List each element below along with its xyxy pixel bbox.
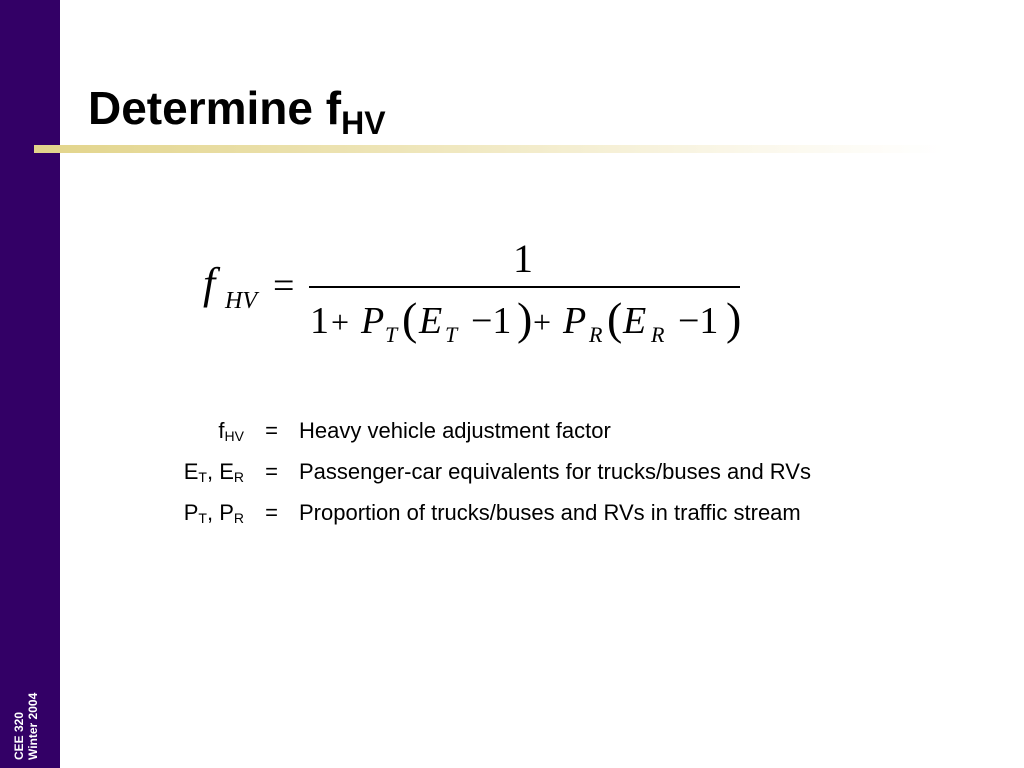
course-term: Winter 2004 bbox=[26, 692, 40, 760]
definition-row bbox=[130, 500, 811, 541]
symbol-subscript: T bbox=[198, 510, 207, 526]
definition-symbol bbox=[130, 418, 244, 444]
formula-svg bbox=[195, 230, 765, 350]
denom-one: 1 bbox=[310, 300, 329, 342]
denom-PT: P bbox=[361, 300, 385, 342]
denom-lparen-2: ( bbox=[607, 293, 623, 344]
denom-ER: E bbox=[623, 300, 647, 342]
symbol-subscript: R bbox=[233, 510, 244, 526]
definition-row bbox=[130, 418, 811, 459]
definition-row bbox=[130, 459, 811, 500]
symbol-subscript: R bbox=[233, 469, 244, 485]
denom-PR-sub: R bbox=[589, 322, 603, 347]
denom-ET: E bbox=[419, 300, 443, 342]
symbol-base: E bbox=[183, 459, 199, 484]
denom-plus-1: + bbox=[331, 304, 350, 340]
definition-symbol bbox=[130, 459, 244, 485]
denom-PT-sub: T bbox=[385, 322, 398, 347]
definition-equals: = bbox=[265, 418, 278, 443]
title-subscript: HV bbox=[341, 105, 386, 141]
denom-plus-2: + bbox=[533, 304, 552, 340]
definition-symbol bbox=[130, 500, 244, 526]
course-label bbox=[12, 680, 52, 760]
course-code: CEE 320 bbox=[12, 711, 26, 760]
symbol-base: , P bbox=[206, 500, 234, 525]
symbol-base: P bbox=[183, 500, 199, 525]
definition-text: Heavy vehicle adjustment factor bbox=[299, 418, 611, 443]
denom-ET-sub: T bbox=[445, 322, 458, 347]
denom-minus-one-2: −1 bbox=[678, 300, 719, 342]
symbol-subscript: HV bbox=[224, 428, 244, 444]
symbol-base: f bbox=[218, 418, 225, 443]
denom-PR: P bbox=[563, 300, 587, 342]
definitions-list bbox=[130, 418, 811, 541]
denom-ER-sub: R bbox=[651, 322, 665, 347]
denom-rparen-2: ) bbox=[726, 293, 742, 344]
denom-rparen-1: ) bbox=[517, 293, 533, 344]
sidebar-band bbox=[0, 0, 60, 768]
page-title bbox=[88, 82, 386, 141]
definition-text: Proportion of trucks/buses and RVs in traffic stream bbox=[299, 500, 801, 525]
definition-equals: = bbox=[265, 500, 278, 525]
fhv-formula bbox=[195, 230, 765, 350]
symbol-base: , E bbox=[206, 459, 234, 484]
definition-equals: = bbox=[265, 459, 278, 484]
lhs-f: f bbox=[203, 259, 216, 308]
lhs-subscript: HV bbox=[225, 288, 257, 314]
title-main: Determine f bbox=[88, 82, 342, 134]
numerator: 1 bbox=[513, 236, 533, 281]
denom-lparen-1: ( bbox=[402, 293, 418, 344]
definition-text: Passenger-car equivalents for trucks/buses and RVs bbox=[299, 459, 811, 484]
title-underline bbox=[34, 145, 944, 153]
symbol-subscript: T bbox=[198, 469, 207, 485]
denom-minus-one-1: −1 bbox=[471, 300, 512, 342]
equals-sign: = bbox=[273, 265, 295, 307]
